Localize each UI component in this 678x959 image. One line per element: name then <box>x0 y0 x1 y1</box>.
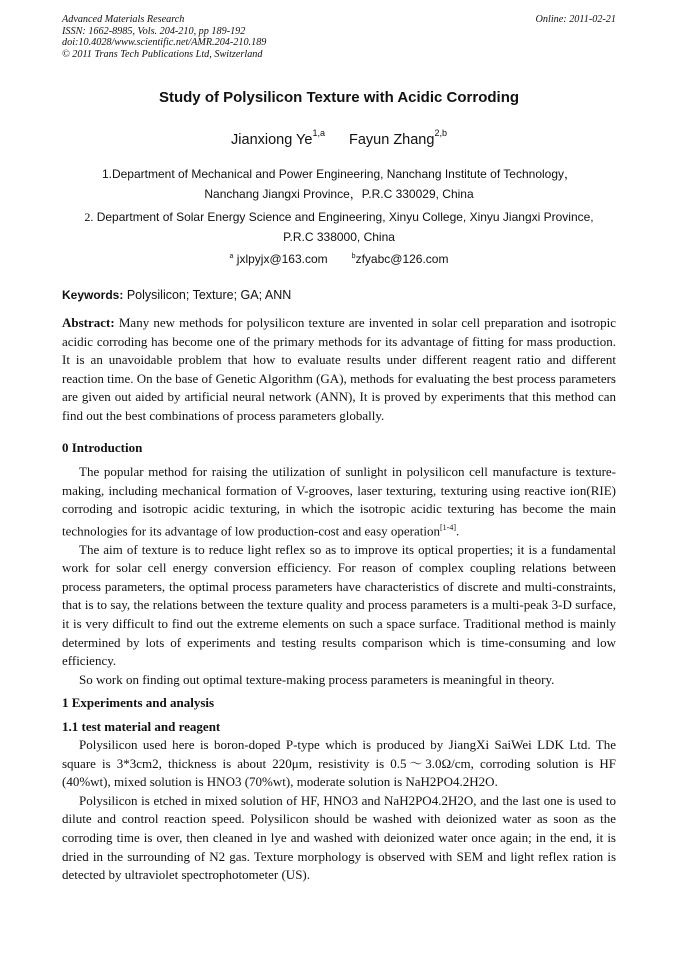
doi-line: doi:10.4028/www.scientific.net/AMR.204-210.189 <box>62 37 267 48</box>
issn-line: ISSN: 1662-8985, Vols. 204-210, pp 189-192 <box>62 25 246 37</box>
email-mark: b <box>351 253 356 260</box>
affiliation-line: Nanchang Jiangxi Province，P.R.C 330029, China <box>204 187 474 201</box>
paper-title: Study of Polysilicon Texture with Acidic Corroding <box>158 89 520 106</box>
author-name: Fayun Zhang <box>348 131 435 148</box>
affiliation-number: 2. <box>84 210 94 224</box>
paragraph <box>62 463 616 541</box>
author-affiliation-mark: 2,b <box>434 128 447 138</box>
affiliation-2 <box>62 207 616 247</box>
section-heading: 0 Introduction <box>62 440 143 455</box>
paragraph-text: . <box>455 523 460 539</box>
affiliation-line: 1.Department of Mechanical and Power Engineering, Nanchang Institute of Technology， <box>101 167 577 181</box>
abstract-text: Many new methods for polysilicon texture are invented in solar cell preparation and isotropic acidic corroding has become one of the primary methods for its advantage of fitting for mass production. It is an unavoidable problem that how to evaluate results under different reagent ratio and different reaction time. On the base of Genetic Algorithm (GA), methods for evaluating the best process parameters are given out aided by artificial neural network (ANN), It is proved by experiments that this method can find out the best combinations of process parameters globally. <box>62 315 616 423</box>
journal-header <box>62 14 616 60</box>
subsection-heading: 1.1 test material and reagent <box>62 719 221 734</box>
author-affiliation-mark: 1,a <box>312 128 325 138</box>
author-list <box>62 130 616 148</box>
email-mark: a <box>229 253 234 260</box>
online-date: Online: 2011-02-21 <box>535 14 616 25</box>
affiliation-line: P.R.C 338000, China <box>283 230 395 244</box>
journal-name: Advanced Materials Research <box>62 14 185 25</box>
email-address[interactable]: jxlpyjx@163.com <box>236 252 328 266</box>
paragraph: So work on finding out optimal texture-making process parameters is meaningful in theory. <box>79 671 555 687</box>
affiliation-line <box>62 207 616 227</box>
citation: [1-4] <box>439 522 456 532</box>
copyright-line: © 2011 Trans Tech Publications Ltd, Switzerland <box>62 48 263 60</box>
email-list <box>62 252 616 266</box>
keywords-label: Keywords: <box>62 288 124 302</box>
abstract-label: Abstract: <box>62 315 115 330</box>
abstract <box>62 314 616 426</box>
author-name: Jianxiong Ye <box>231 131 313 148</box>
paragraph: Polysilicon used here is boron-doped P-type which is produced by JiangXi SaiWei LDK Ltd. The square is 3*3cm2, thickness is about 220μm, resistivity is 0.5～3.0Ω/cm, corroding solution is HF (40%wt), mixed solution is HNO3 (70%wt), moderate solution is NaH2PO4.2H2O. <box>62 737 616 790</box>
keywords-text: Polysilicon; Texture; GA; ANN <box>123 288 292 302</box>
keywords <box>62 288 616 302</box>
section-heading: 1 Experiments and analysis <box>62 695 215 710</box>
email-address[interactable]: zfyabc@126.com <box>355 252 449 266</box>
introduction-body <box>62 463 616 689</box>
affiliation-text: Department of Solar Energy Science and Engineering, Xinyu College, Xinyu Jiangxi Province, <box>93 210 594 224</box>
section-1-body <box>62 736 616 885</box>
paragraph: The aim of texture is to reduce light reflex so as to improve its optical properties; it is a fundamental work for solar cell energy conversion efficiency. For reason of complex coupling relations between process parameters, the optimal process parameters have characteristics of discrete and multi-constraints, that is to say, the relations between the texture quality and process parameters is a multi-peak 3-D surface, it is very difficult to find out the extreme elements on such a space surface. Traditional method is mainly determined by lots of experiments and testing results comparison which is time-consuming and low efficiency. <box>62 541 616 669</box>
paragraph: Polysilicon is etched in mixed solution of HF, HNO3 and NaH2PO4.2H2O, and the last one is used to dilute and control reaction speed. Polysilicon should be washed with deionized water as soon as the corroding time is over, then cleaned in lye and washed with deionized water once again; in the end, it is dried in the surrounding of N2 gas. Texture morphology is observed with SEM and light reflex ration is detected by ultraviolet spectrophotometer (US). <box>62 792 616 883</box>
affiliation-1 <box>62 164 616 204</box>
paragraph-text: The popular method for raising the utilization of sunlight in polysilicon cell manufacture is texture-making, including mechanical formation of V-grooves, laser texturing, texturing using reactive ion(RIE) corroding and isotropic acidic texturing, in which the isotropic acidic texturing has become the main technologies for its advantage of low production-cost and easy operation <box>62 464 616 539</box>
